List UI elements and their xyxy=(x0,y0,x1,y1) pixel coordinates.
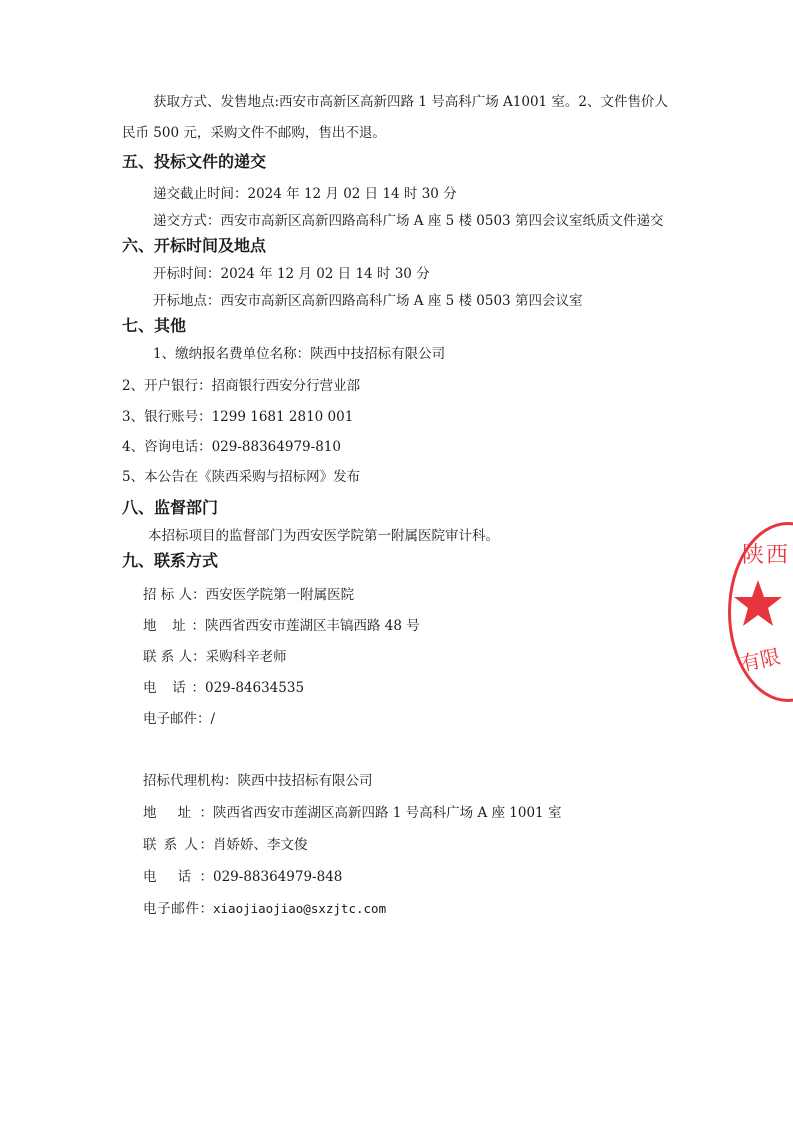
field-label: 地 址： xyxy=(143,805,213,821)
paragraph-line: 本招标项目的监督部门为西安医学院第一附属医院审计科。 xyxy=(148,528,499,544)
list-item: 3、银行账号：1299 1681 2810 001 xyxy=(122,409,354,425)
field-value: 陕西中技招标有限公司 xyxy=(237,773,373,789)
purchaser-address-row xyxy=(143,617,420,635)
agency-email-row xyxy=(143,900,386,918)
paragraph-line: 开标地点：西安市高新区高新四路高科广场 A 座 5 楼 0503 第四会议室 xyxy=(153,293,583,309)
paragraph-line: 民币 500 元，采购文件不邮购，售出不退。 xyxy=(122,125,386,141)
seal-star-icon xyxy=(733,578,783,628)
agency-name-row xyxy=(143,772,373,790)
section-heading: 五、投标文件的递交 xyxy=(122,152,267,171)
field-label: 电子邮件： xyxy=(143,711,211,727)
paragraph-line: 递交截止时间：2024 年 12 月 02 日 14 时 30 分 xyxy=(153,186,457,202)
seal-text-bottom: 有限 xyxy=(738,644,783,676)
purchaser-contact-row xyxy=(143,648,287,666)
purchaser-name-row xyxy=(143,586,354,604)
agency-address-row xyxy=(143,804,561,822)
field-label: 联 系 人： xyxy=(143,649,206,665)
paragraph-line: 开标时间：2024 年 12 月 02 日 14 时 30 分 xyxy=(153,266,430,282)
section-heading: 六、开标时间及地点 xyxy=(122,236,267,255)
field-label: 电子邮件： xyxy=(143,901,213,917)
purchaser-phone-row xyxy=(143,679,304,697)
purchaser-email-row xyxy=(143,710,215,728)
list-item: 5、本公告在《陕西采购与招标网》发布 xyxy=(122,469,361,485)
field-value: 029-84634535 xyxy=(205,680,305,696)
field-value: 陕西省西安市莲湖区丰镐西路 48 号 xyxy=(205,618,420,634)
field-value: 采购科辛老师 xyxy=(205,649,287,665)
field-label: 招 标 人： xyxy=(143,587,206,603)
paragraph-line: 递交方式：西安市高新区高新四路高科广场 A 座 5 楼 0503 第四会议室纸质文件递交 xyxy=(153,213,664,229)
list-item: 1、缴纳报名费单位名称：陕西中技招标有限公司 xyxy=(153,346,446,362)
agency-phone-row xyxy=(143,868,342,886)
field-label: 联 系 人： xyxy=(143,837,213,853)
field-label: 电 话： xyxy=(143,680,205,696)
field-value: 029-88364979-848 xyxy=(213,869,343,885)
field-value: / xyxy=(210,711,216,727)
field-label: 招标代理机构： xyxy=(143,773,238,789)
field-value: 陕西省西安市莲湖区高新四路 1 号高科广场 A 座 1001 室 xyxy=(213,805,562,821)
field-label: 地 址： xyxy=(143,618,205,634)
field-value: 肖娇娇、李文俊 xyxy=(213,837,308,853)
section-heading: 八、监督部门 xyxy=(122,498,219,517)
section-heading: 九、联系方式 xyxy=(122,551,219,570)
section-heading: 七、其他 xyxy=(122,316,187,335)
list-item: 2、开户银行：招商银行西安分行营业部 xyxy=(122,378,361,394)
field-label: 电 话： xyxy=(143,869,213,885)
field-value: xiaojiaojiao@sxzjtc.com xyxy=(213,901,387,916)
paragraph-line: 获取方式、发售地点:西安市高新区高新四路 1 号高科广场 A1001 室。2、文件售价人 xyxy=(153,94,668,110)
agency-contact-row xyxy=(143,836,308,854)
list-item: 4、咨询电话：029-88364979-810 xyxy=(122,439,341,455)
field-value: 西安医学院第一附属医院 xyxy=(205,587,355,603)
seal-text-top: 陕西 xyxy=(742,543,791,568)
